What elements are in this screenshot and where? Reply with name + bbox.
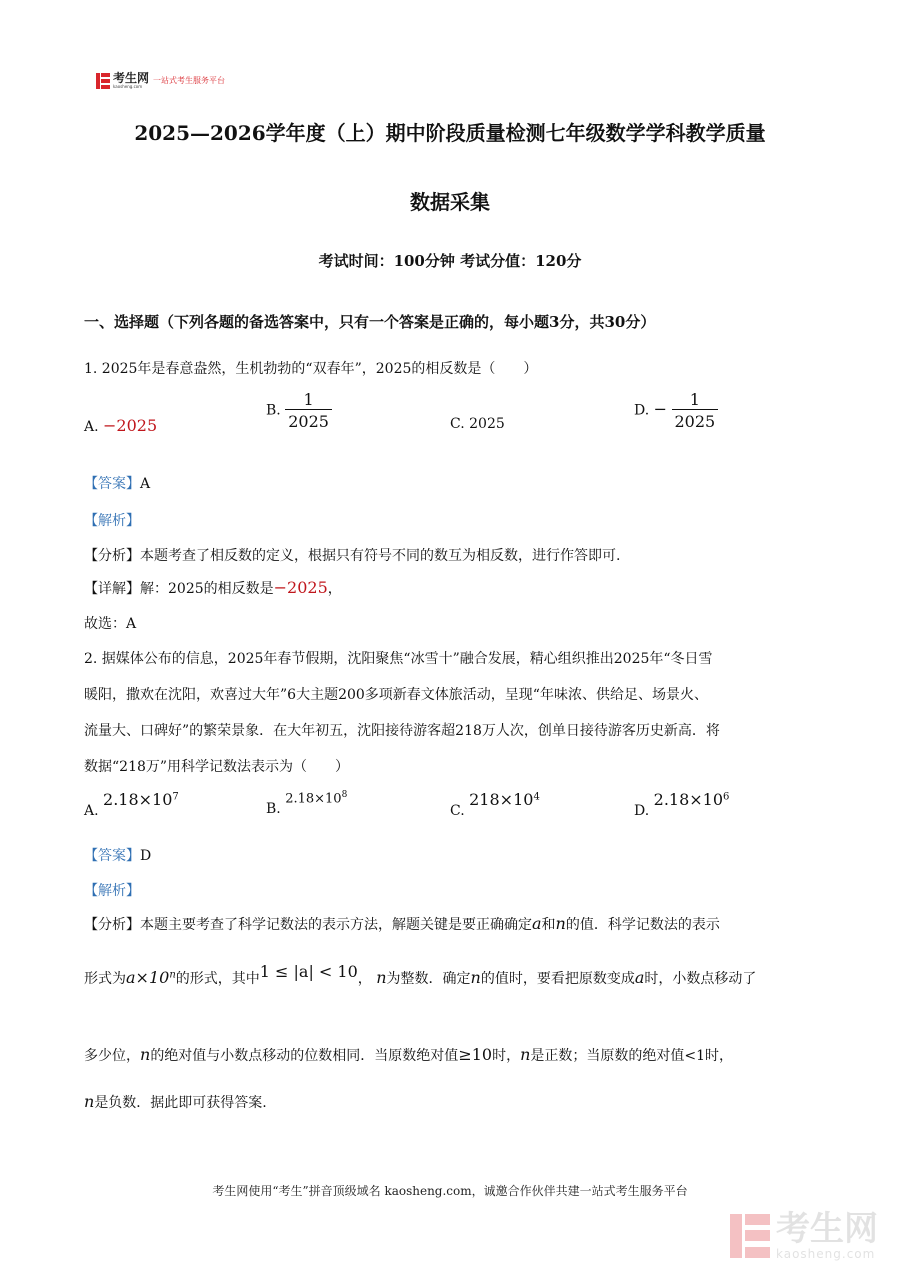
q2-stem-line1: 2. 据媒体公布的信息，2025年春节假期，沈阳聚焦“冰雪十”融合发展，精心组织推出2025年“冬日雪 — [84, 651, 713, 667]
q2-option-b-base: 2.18×10 — [285, 791, 342, 807]
q2-option-d-base: 2.18×10 — [653, 790, 724, 809]
q1-option-a — [84, 416, 157, 435]
q2-fenxi-line2-formula: a×10 — [126, 968, 170, 987]
q2-fenxi-line2-f: 时，小数点移动了 — [644, 971, 757, 987]
q1-option-c — [450, 416, 505, 432]
q2-option-a-exp: 7 — [172, 791, 179, 803]
q2-fenxi-line2 — [84, 962, 757, 988]
q2-option-a — [84, 790, 179, 819]
q2-fenxi-line3-c: 时， — [492, 1048, 521, 1064]
q1-stem: 1. 2025年是春意盎然，生机勃勃的“双春年”，2025的相反数是（ ） — [84, 361, 538, 377]
q1-answer — [84, 473, 150, 493]
q2-fenxi-line3-a: 多少位， — [84, 1048, 140, 1064]
q1-fenxi — [84, 545, 620, 565]
q2-fenxi-line2-e: 的值时，要看把原数变成 — [480, 971, 635, 987]
q1-option-d-denominator: 2025 — [672, 409, 719, 431]
q2-option-b — [266, 790, 348, 817]
page-title-line2: 数据采集 — [410, 190, 490, 214]
q2-option-b-exp: 8 — [341, 790, 348, 800]
q2-fenxi-line2-b: 的形式，其中 — [175, 971, 260, 987]
q2-fenxi-line3-ineq: ≥10 — [458, 1045, 493, 1064]
q2-option-b-label: B. — [266, 800, 281, 817]
q1-option-a-value: −2025 — [103, 416, 158, 435]
q2-var-n: n — [555, 914, 566, 933]
q2-fenxi-line4-text: 是负数．据此即可获得答案. — [94, 1095, 267, 1111]
q2-fenxi-line4 — [84, 1092, 267, 1112]
q1-option-d-sign: − — [653, 399, 668, 419]
q2-fenxi-line1 — [84, 914, 720, 934]
q2-fenxi-line2-d: 为整数．确定 — [386, 971, 471, 987]
q2-option-a-base: 2.18×10 — [103, 790, 173, 809]
q1-analysis-tag: 【解析】 — [84, 513, 140, 529]
q1-option-a-label: A. — [84, 419, 99, 435]
q1-guxuan: 故选：A — [84, 616, 137, 632]
q1-xiangjie-end: ， — [327, 581, 342, 597]
section-heading: 一、选择题（下列各题的备选答案中，只有一个答案是正确的，每小题3分，共30分） — [84, 313, 656, 331]
logo-name: 考生网 — [113, 71, 150, 85]
q1-option-b-fraction — [285, 390, 332, 431]
q1-option-b-label: B. — [266, 402, 281, 419]
q1-xiangjie-text: 解：2025的相反数是 — [140, 581, 274, 597]
q2-var-n-2: n — [376, 968, 387, 987]
q2-answer-value: D — [140, 848, 152, 864]
q1-option-d-numerator: 1 — [689, 390, 700, 409]
q1-option-d-fraction — [672, 390, 719, 431]
q1-option-c-value: 2025 — [469, 416, 505, 432]
q2-fenxi-line1-a: 本题主要考查了科学记数法的表示方法，解题关键是要正确确定 — [140, 917, 532, 933]
q1-option-b-denominator: 2025 — [285, 409, 332, 431]
q2-stem-line2: 暖阳，撒欢在沈阳，欢喜过大年”6大主题200多项新春文体旅活动，呈现“年味浓、供给足、场景火、 — [84, 687, 708, 703]
q1-xiangjie — [84, 578, 342, 598]
exam-meta: 考试时间：100分钟 考试分值：120分 — [318, 252, 582, 270]
header-logo[interactable] — [96, 72, 225, 89]
watermark-domain: kaosheng.com — [776, 1247, 876, 1261]
q2-fenxi-line1-b: 和 — [541, 917, 556, 933]
q1-answer-tag: 【答案】 — [84, 476, 140, 492]
watermark — [730, 1211, 878, 1261]
q2-fenxi-line3-d: 是正数；当原数的绝对值 — [530, 1048, 685, 1064]
q1-option-b-numerator: 1 — [303, 390, 314, 409]
q2-fenxi-line1-c: 的值．科学记数法的表示 — [565, 917, 720, 933]
q2-fenxi-tag: 【分析】 — [84, 917, 140, 933]
q2-option-c-exp: 4 — [533, 791, 540, 803]
q1-xiangjie-tag: 【详解】 — [84, 581, 140, 597]
page-title: 2025—2026学年度（上）期中阶段质量检测七年级数学学科教学质量 — [134, 121, 766, 145]
q2-stem-line4: 数据“218万”用科学记数法表示为（ ） — [84, 759, 350, 775]
q2-fenxi-line2-exp: n — [169, 969, 176, 981]
q2-var-a: a — [532, 914, 542, 933]
q2-fenxi-line3-ineq2: <1 — [684, 1048, 706, 1064]
q2-var-n-4: n — [140, 1045, 151, 1064]
q1-option-b — [266, 390, 332, 431]
q2-fenxi-line3-b: 的绝对值与小数点移动的位数相同．当原数绝对值 — [150, 1048, 459, 1064]
q1-option-d-label: D. — [634, 402, 650, 419]
q1-xiangjie-value: −2025 — [273, 578, 328, 597]
q2-fenxi-line3-e: 时， — [705, 1048, 734, 1064]
q2-stem-line3: 流量大、口碑好”的繁荣景象．在大年初五，沈阳接待游客超218万人次，创单日接待游客历史新高．将 — [84, 723, 720, 739]
logo-domain: kaosheng.com — [113, 84, 143, 89]
q2-option-d-label: D. — [634, 803, 650, 819]
q2-option-c — [450, 790, 540, 819]
kaosheng-logo-icon — [96, 73, 110, 89]
q2-option-a-label: A. — [84, 803, 99, 819]
watermark-logo-icon — [730, 1214, 770, 1258]
q2-fenxi-line2-ineq: 1 ≤ |a| < 10 — [259, 962, 358, 981]
page-footer: 考生网使用“考生”拼音顶级域名 kaosheng.com，诚邀合作伙伴共建一站式考生服务平台 — [212, 1184, 688, 1198]
q2-option-d — [634, 790, 730, 819]
q2-option-c-base: 218×10 — [469, 790, 534, 809]
q1-option-d — [634, 390, 718, 431]
logo-tagline: 一站式考生服务平台 — [153, 76, 226, 85]
q1-fenxi-text: 本题考查了相反数的定义，根据只有符号不同的数互为相反数，进行作答即可. — [140, 548, 621, 564]
q1-answer-value: A — [140, 476, 151, 492]
q2-analysis-tag: 【解析】 — [84, 883, 140, 899]
watermark-name: 考生网 — [776, 1209, 878, 1249]
q2-var-a-2: a — [634, 968, 645, 987]
q2-option-d-exp: 6 — [723, 791, 730, 803]
q2-var-n-5: n — [520, 1045, 531, 1064]
q2-fenxi-line2-c: ， — [357, 971, 372, 987]
q2-var-n-6: n — [84, 1092, 95, 1111]
q2-option-c-label: C. — [450, 803, 465, 819]
q2-var-n-3: n — [470, 968, 481, 987]
q1-option-c-label: C. — [450, 416, 465, 432]
q2-fenxi-line2-a: 形式为 — [84, 971, 126, 987]
q2-answer — [84, 845, 151, 865]
q2-answer-tag: 【答案】 — [84, 848, 140, 864]
q1-fenxi-tag: 【分析】 — [84, 548, 140, 564]
q2-fenxi-line3 — [84, 1045, 733, 1065]
